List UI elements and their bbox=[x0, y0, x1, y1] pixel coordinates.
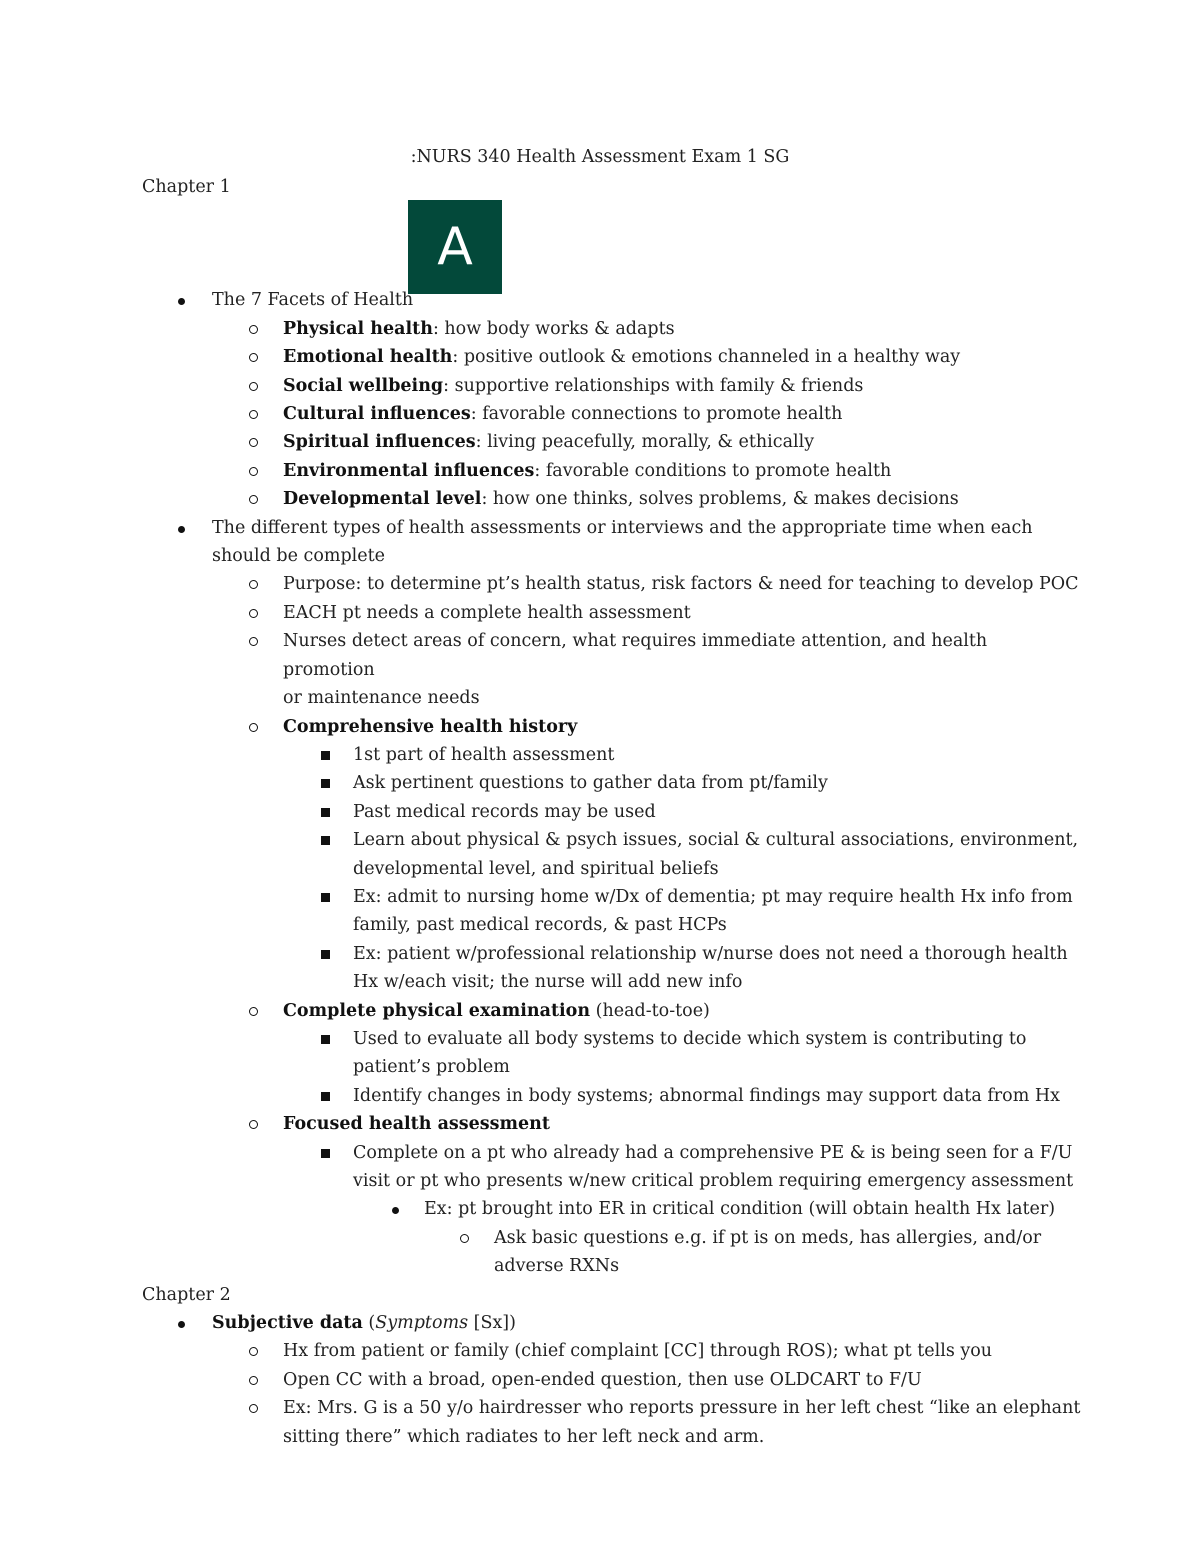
each-pt-item: EACH pt needs a complete health assessment bbox=[142, 599, 1082, 627]
facet-item: Environmental influences: favorable conditions to promote health bbox=[142, 457, 1082, 485]
list-item-facets: The 7 Facets of Health bbox=[142, 286, 1082, 314]
list-item: Ex: pt brought into ER in critical condition (will obtain health Hx later) bbox=[142, 1195, 1082, 1223]
facet-item: Spiritual influences: living peacefully, morally, & ethically bbox=[142, 428, 1082, 456]
list-item: Ex: Mrs. G is a 50 y/o hairdresser who reports pressure in her left chest “like an elephant sitting there” which radiates to her left neck and arm. bbox=[142, 1394, 1082, 1451]
list-item: Ex: admit to nursing home w/Dx of dementia; pt may require health Hx info from family, past medical records, & past HCPs bbox=[142, 883, 1082, 940]
list-item: Ask pertinent questions to gather data from pt/family bbox=[142, 769, 1082, 797]
purpose-item: Purpose: to determine pt’s health status, risk factors & need for teaching to develop POC bbox=[142, 570, 1082, 598]
physical-exam-item: Complete physical examination (head-to-toe) bbox=[142, 997, 1082, 1025]
facet-item: Emotional health: positive outlook & emotions channeled in a healthy way bbox=[142, 343, 1082, 371]
facet-item: Cultural influences: favorable connections to promote health bbox=[142, 400, 1082, 428]
list-item: Hx from patient or family (chief complaint [CC] through ROS); what pt tells you bbox=[142, 1337, 1082, 1365]
list-item: Ask basic questions e.g. if pt is on meds, has allergies, and/or adverse RXNs bbox=[142, 1224, 1082, 1281]
document-title: :NURS 340 Health Assessment Exam 1 SG bbox=[410, 147, 790, 167]
list-item: Identify changes in body systems; abnormal findings may support data from Hx bbox=[142, 1082, 1082, 1110]
subjective-data-item: Subjective data (Symptoms [Sx]) bbox=[142, 1309, 1082, 1337]
list-item-assessment-types: The different types of health assessments or interviews and the appropriate time when each should be complete bbox=[142, 514, 1082, 571]
nurses-detect-item: Nurses detect areas of concern, what requires immediate attention, and health promotion or maintenance needs bbox=[142, 627, 1082, 712]
list-item: Used to evaluate all body systems to decide which system is contributing to patient’s problem bbox=[142, 1025, 1082, 1082]
logo-letter: A bbox=[437, 217, 473, 277]
chapter-2-heading: Chapter 2 bbox=[142, 1284, 231, 1305]
list-item: Past medical records may be used bbox=[142, 798, 1082, 826]
focused-assessment-item: Focused health assessment bbox=[142, 1110, 1082, 1138]
facet-item: Developmental level: how one thinks, solves problems, & makes decisions bbox=[142, 485, 1082, 513]
list-item: Complete on a pt who already had a comprehensive PE & is being seen for a F/U visit or pt who presents w/new critical problem requiring emergency assessment bbox=[142, 1139, 1082, 1196]
list-item: Open CC with a broad, open-ended question, then use OLDCART to F/U bbox=[142, 1366, 1082, 1394]
chapter-2-list bbox=[142, 1309, 1082, 1451]
chapter-1-list bbox=[142, 286, 1082, 1280]
facet-item: Social wellbeing: supportive relationships with family & friends bbox=[142, 372, 1082, 400]
facet-item: Physical health: how body works & adapts bbox=[142, 315, 1082, 343]
list-item: 1st part of health assessment bbox=[142, 741, 1082, 769]
chapter-1-heading: Chapter 1 bbox=[142, 177, 231, 197]
document-body bbox=[142, 173, 1082, 1451]
list-item: Learn about physical & psych issues, social & cultural associations, environment, developmental level, and spiritual beliefs bbox=[142, 826, 1082, 883]
list-item: Ex: patient w/professional relationship w/nurse does not need a thorough health Hx w/each visit; the nurse will add new info bbox=[142, 940, 1082, 997]
comprehensive-history-item: Comprehensive health history bbox=[142, 713, 1082, 741]
